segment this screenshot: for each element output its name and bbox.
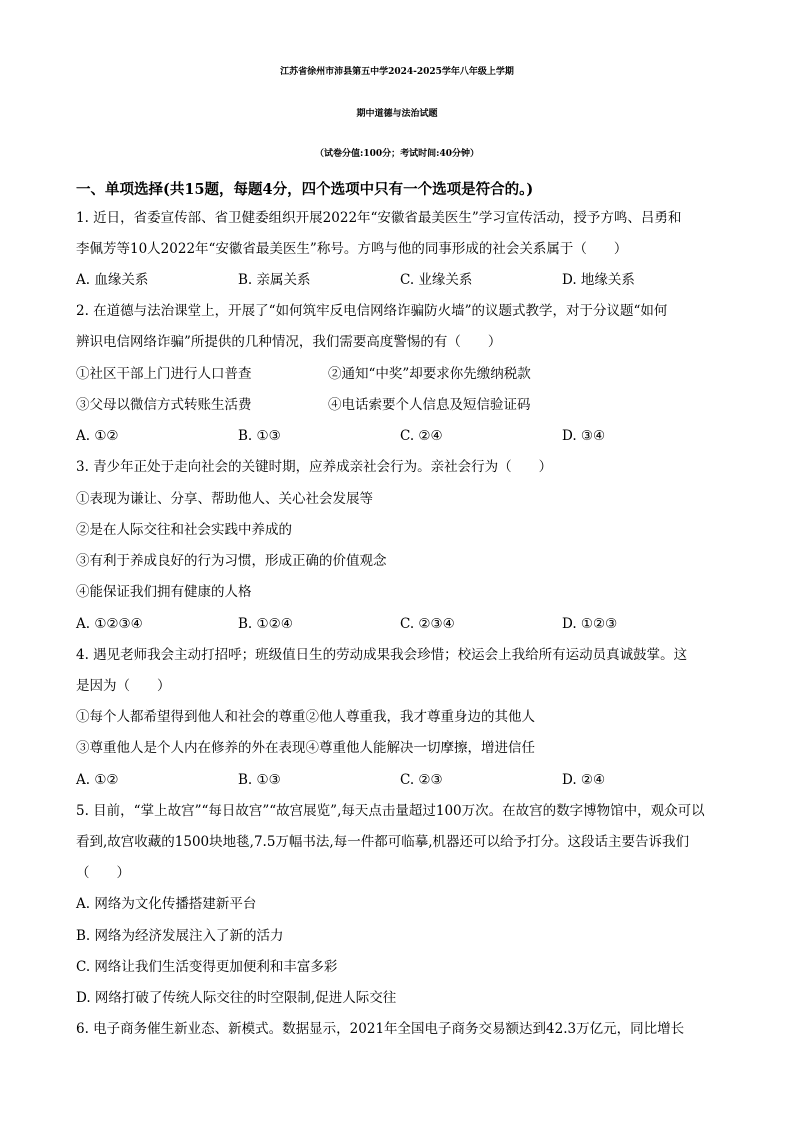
option-a: A. ①② <box>76 772 119 788</box>
statement-3: ③有利于养成良好的行为习惯，形成正确的价值观念 <box>76 553 387 569</box>
option-d: D. ①②③ <box>562 616 618 632</box>
question-3-options <box>76 614 716 634</box>
option-a: A. 血缘关系 <box>76 272 149 288</box>
question-5-stem-line1: 5. 目前，“掌上故宫”“每日故宫”“故宫展览”,每天点击量超过100万次。在故宫的数字博物馆中，观众可以 <box>76 803 705 819</box>
section-heading: 一、单项选择(共15题，每题4分，四个选项中只有一个选项是符合的。) <box>76 181 534 198</box>
option-b: B. 网络为经济发展注入了新的活力 <box>76 928 284 944</box>
question-4-items-row1: ①每个人都希望得到他人和社会的尊重②他人尊重我，我才尊重身边的其他人 <box>76 709 535 725</box>
statement-2: ②是在人际交往和社会实践中养成的 <box>76 522 292 538</box>
question-1-stem-line1: 1. 近日，省委宣传部、省卫健委组织开展2022年“安徽省最美医生”学习宣传活动，授予方鸣、吕勇和 <box>76 210 682 226</box>
question-2-items-row2 <box>76 395 716 415</box>
option-c: C. ②③④ <box>400 616 455 632</box>
option-d: D. 地缘关系 <box>562 272 635 288</box>
option-c: C. ②④ <box>400 428 443 444</box>
question-4-stem-line1: 4. 遇见老师我会主动打招呼；班级值日生的劳动成果我会珍惜；校运会上我给所有运动员真诚鼓掌。这 <box>76 647 688 663</box>
question-6-stem-line1: 6. 电子商务催生新业态、新模式。数据显示，2021年全国电子商务交易额达到42.3万亿元，同比增长 <box>76 1021 685 1037</box>
question-4-options <box>76 770 716 790</box>
question-5-stem-line3: （ ） <box>76 865 130 881</box>
option-a: A. ①② <box>76 428 119 444</box>
exam-title-line1: 江苏省徐州市沛县第五中学2024-2025学年八年级上学期 <box>280 67 514 77</box>
statement-1: ①社区干部上门进行人口普查 <box>76 366 252 382</box>
statement-2: ②通知“中奖”却要求你先缴纳税款 <box>328 366 531 382</box>
exam-info: （试卷分值:100分；考试时间:40分钟） <box>315 149 479 159</box>
option-c: C. ②③ <box>400 772 443 788</box>
option-a: A. 网络为文化传播搭建新平台 <box>76 896 257 912</box>
option-b: B. ①③ <box>238 772 281 788</box>
option-a: A. ①②③④ <box>76 616 143 632</box>
option-d: D. ③④ <box>562 428 606 444</box>
question-3-stem: 3. 青少年正处于走向社会的关键时期，应养成亲社会行为。亲社会行为（ ） <box>76 459 553 475</box>
question-2-stem-line1: 2. 在道德与法治课堂上，开展了“如何筑牢反电信网络诈骗防火墙”的议题式教学，对于分议题“如何 <box>76 303 668 319</box>
option-b: B. ①②④ <box>238 616 293 632</box>
option-b: B. ①③ <box>238 428 281 444</box>
option-d: D. ②④ <box>562 772 606 788</box>
option-d: D. 网络打破了传统人际交往的时空限制,促进人际交往 <box>76 990 397 1006</box>
question-4-stem-line2: 是因为（ ） <box>76 678 171 694</box>
statement-3: ③父母以微信方式转账生活费 <box>76 397 252 413</box>
option-c: C. 业缘关系 <box>400 272 473 288</box>
option-b: B. 亲属关系 <box>238 272 311 288</box>
statement-1: ①表现为谦让、分享、帮助他人、关心社会发展等 <box>76 491 373 507</box>
question-5-stem-line2: 看到,故宫收藏的1500块地毯,7.5万幅书法,每一件都可临摹,机器还可以给予打分。这段话主要告诉我们 <box>76 834 689 850</box>
question-1-options <box>76 270 716 290</box>
statement-4: ④电话索要个人信息及短信验证码 <box>328 397 531 413</box>
question-1-stem-line2: 李佩芳等10人2022年“安徽省最美医生”称号。方鸣与他的同事形成的社会关系属于（ ） <box>76 241 628 257</box>
question-2-items-row1 <box>76 364 716 384</box>
question-2-options <box>76 426 716 446</box>
question-2-stem-line2: 辨识电信网络诈骗”所提供的几种情况，我们需要高度警惕的有（ ） <box>76 334 502 350</box>
option-c: C. 网络让我们生活变得更加便利和丰富多彩 <box>76 959 338 975</box>
exam-title-line2: 期中道德与法治试题 <box>356 109 438 119</box>
statement-4: ④能保证我们拥有健康的人格 <box>76 584 252 600</box>
question-4-items-row2: ③尊重他人是个人内在修养的外在表现④尊重他人能解决一切摩擦，增进信任 <box>76 740 535 756</box>
